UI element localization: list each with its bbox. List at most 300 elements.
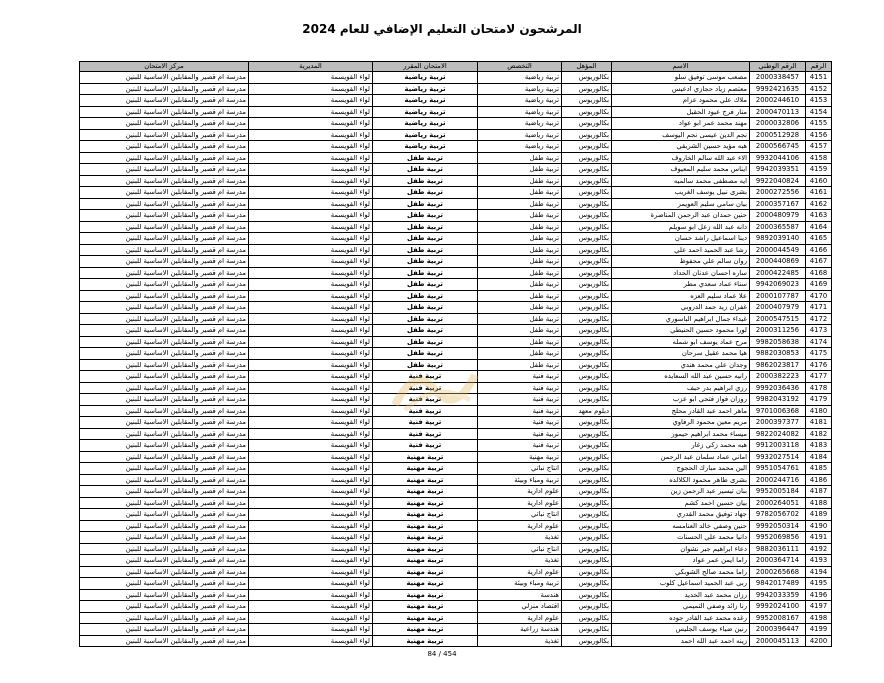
table-row (80, 612, 832, 624)
cell-exam-center: مدرسة ام قصير والمقابلين الاساسية للبنين (80, 325, 249, 337)
cell-specialization: تربية فنية (478, 371, 562, 383)
table-row (80, 497, 832, 509)
cell-exam: تربية مهنية (373, 566, 478, 578)
cell-exam-center: مدرسة ام قصير والمقابلين الاساسية للبنين (80, 164, 249, 176)
cell-directorate: لواء القويسمة (249, 164, 373, 176)
cell-seq: 4200 (806, 635, 832, 647)
cell-specialization: اقتصاد منزلي (478, 601, 562, 613)
cell-exam: تربية رياضية (373, 141, 478, 153)
cell-specialization: علوم ادارية (478, 486, 562, 498)
cell-specialization: تربية فنية (478, 440, 562, 452)
cell-name: مصعب موسى توفيق سلو (612, 72, 750, 84)
cell-national-id: 2000032806 (750, 118, 806, 130)
cell-national-id: 9952005184 (750, 486, 806, 498)
cell-exam: تربية مهنية (373, 635, 478, 647)
cell-qualification: بكالوريوس (562, 635, 612, 647)
cell-seq: 4173 (806, 325, 832, 337)
cell-seq: 4176 (806, 359, 832, 371)
cell-seq: 4156 (806, 129, 832, 141)
cell-specialization: تربية رياضية (478, 141, 562, 153)
table-row (80, 451, 832, 463)
cell-exam-center: مدرسة ام قصير والمقابلين الاساسية للبنين (80, 589, 249, 601)
table-row (80, 543, 832, 555)
cell-exam: تربية فنية (373, 440, 478, 452)
cell-specialization: تربية طفل (478, 221, 562, 233)
cell-seq: 4196 (806, 589, 832, 601)
header-specialization: التخصص (478, 62, 562, 72)
cell-directorate: لواء القويسمة (249, 601, 373, 613)
cell-directorate: لواء القويسمة (249, 532, 373, 544)
cell-seq: 4197 (806, 601, 832, 613)
table-row (80, 152, 832, 164)
cell-name: الين محمد مبارك الحجوج (612, 463, 750, 475)
cell-national-id: 9942069023 (750, 279, 806, 291)
cell-directorate: لواء القويسمة (249, 290, 373, 302)
cell-name: رزان محمد عبد الحديد (612, 589, 750, 601)
cell-national-id: 2000512928 (750, 129, 806, 141)
cell-seq: 4157 (806, 141, 832, 153)
cell-exam-center: مدرسة ام قصير والمقابلين الاساسية للبنين (80, 348, 249, 360)
cell-seq: 4178 (806, 382, 832, 394)
cell-qualification: بكالوريوس (562, 152, 612, 164)
cell-specialization: تربية رياضية (478, 72, 562, 84)
cell-national-id: 9992050314 (750, 520, 806, 532)
table-row (80, 394, 832, 406)
cell-seq: 4152 (806, 83, 832, 95)
cell-exam-center: مدرسة ام قصير والمقابلين الاساسية للبنين (80, 624, 249, 636)
cell-name: رنين ضياء يوسف الجليس (612, 624, 750, 636)
cell-national-id: 2000480979 (750, 210, 806, 222)
cell-name: وجدان علي محمد هندي (612, 359, 750, 371)
cell-exam: تربية مهنية (373, 520, 478, 532)
cell-qualification: بكالوريوس (562, 612, 612, 624)
cell-national-id: 2000338457 (750, 72, 806, 84)
cell-specialization: تربية طفل (478, 290, 562, 302)
cell-exam-center: مدرسة ام قصير والمقابلين الاساسية للبنين (80, 313, 249, 325)
cell-specialization: تربية طفل (478, 233, 562, 245)
cell-specialization: انتاج نباتي (478, 543, 562, 555)
cell-seq: 4183 (806, 440, 832, 452)
cell-directorate: لواء القويسمة (249, 555, 373, 567)
cell-exam: تربية مهنية (373, 543, 478, 555)
cell-name: هبه محمد زكي زغار (612, 440, 750, 452)
cell-exam-center: مدرسة ام قصير والمقابلين الاساسية للبنين (80, 463, 249, 475)
cell-national-id: 9822024082 (750, 428, 806, 440)
cell-exam-center: مدرسة ام قصير والمقابلين الاساسية للبنين (80, 635, 249, 647)
cell-seq: 4192 (806, 543, 832, 555)
cell-exam-center: مدرسة ام قصير والمقابلين الاساسية للبنين (80, 497, 249, 509)
cell-directorate: لواء القويسمة (249, 612, 373, 624)
cell-seq: 4169 (806, 279, 832, 291)
cell-exam: تربية مهنية (373, 589, 478, 601)
table-row (80, 290, 832, 302)
cell-exam: تربية فنية (373, 405, 478, 417)
cell-qualification: بكالوريوس (562, 129, 612, 141)
cell-qualification: بكالوريوس (562, 210, 612, 222)
cell-qualification: بكالوريوس (562, 256, 612, 268)
cell-qualification: بكالوريوس (562, 451, 612, 463)
cell-directorate: لواء القويسمة (249, 497, 373, 509)
cell-exam: تربية طفل (373, 152, 478, 164)
table-row (80, 95, 832, 107)
table-row (80, 187, 832, 199)
cell-exam: تربية مهنية (373, 486, 478, 498)
cell-specialization: تربية رياضية (478, 129, 562, 141)
cell-specialization: تربية طفل (478, 164, 562, 176)
cell-national-id: 9951054761 (750, 463, 806, 475)
cell-name: بيان سامي سليم العويمر (612, 198, 750, 210)
cell-specialization: تغذية (478, 635, 562, 647)
table-row (80, 566, 832, 578)
cell-specialization: تربية فنية (478, 382, 562, 394)
cell-directorate: لواء القويسمة (249, 509, 373, 521)
cell-qualification: بكالوريوس (562, 509, 612, 521)
cell-directorate: لواء القويسمة (249, 187, 373, 199)
cell-exam-center: مدرسة ام قصير والمقابلين الاساسية للبنين (80, 210, 249, 222)
table-header-row (80, 62, 832, 72)
table-row (80, 428, 832, 440)
cell-directorate: لواء القويسمة (249, 520, 373, 532)
cell-directorate: لواء القويسمة (249, 198, 373, 210)
cell-exam-center: مدرسة ام قصير والمقابلين الاساسية للبنين (80, 543, 249, 555)
cell-exam-center: مدرسة ام قصير والمقابلين الاساسية للبنين (80, 394, 249, 406)
cell-exam-center: مدرسة ام قصير والمقابلين الاساسية للبنين (80, 233, 249, 245)
cell-national-id: 2000547515 (750, 313, 806, 325)
cell-exam: تربية طفل (373, 244, 478, 256)
cell-name: ساره احسان عدنان الحداد (612, 267, 750, 279)
cell-qualification: بكالوريوس (562, 175, 612, 187)
cell-exam: تربية مهنية (373, 474, 478, 486)
cell-national-id: 2000365587 (750, 221, 806, 233)
cell-qualification: بكالوريوس (562, 267, 612, 279)
table-row (80, 440, 832, 452)
cell-exam: تربية طفل (373, 210, 478, 222)
cell-specialization: تربية طفل (478, 152, 562, 164)
cell-qualification: بكالوريوس (562, 589, 612, 601)
cell-qualification: بكالوريوس (562, 497, 612, 509)
table-row (80, 221, 832, 233)
cell-qualification: بكالوريوس (562, 221, 612, 233)
cell-seq: 4167 (806, 256, 832, 268)
table-row (80, 336, 832, 348)
cell-national-id: 9942033359 (750, 589, 806, 601)
table-row (80, 141, 832, 153)
table-body (80, 72, 832, 647)
cell-qualification: دبلوم معهد (562, 405, 612, 417)
cell-name: حنين وصفي خالد العنامسه (612, 520, 750, 532)
cell-qualification: بكالوريوس (562, 325, 612, 337)
header-name: الاسم (612, 62, 750, 72)
cell-national-id: 9701006368 (750, 405, 806, 417)
cell-seq: 4160 (806, 175, 832, 187)
cell-directorate: لواء القويسمة (249, 336, 373, 348)
cell-exam-center: مدرسة ام قصير والمقابلين الاساسية للبنين (80, 474, 249, 486)
cell-exam-center: مدرسة ام قصير والمقابلين الاساسية للبنين (80, 72, 249, 84)
cell-exam: تربية طفل (373, 325, 478, 337)
cell-exam: تربية طفل (373, 313, 478, 325)
cell-exam-center: مدرسة ام قصير والمقابلين الاساسية للبنين (80, 141, 249, 153)
cell-qualification: بكالوريوس (562, 164, 612, 176)
cell-specialization: تربية طفل (478, 336, 562, 348)
cell-directorate: لواء القويسمة (249, 221, 373, 233)
cell-specialization: تربية طفل (478, 302, 562, 314)
table-row (80, 279, 832, 291)
page-number: 84 / 454 (427, 650, 457, 658)
cell-seq: 4180 (806, 405, 832, 417)
cell-exam: تربية طفل (373, 221, 478, 233)
header-national-id: الرقم الوطني (750, 62, 806, 72)
cell-exam: تربية طفل (373, 256, 478, 268)
cell-exam-center: مدرسة ام قصير والمقابلين الاساسية للبنين (80, 129, 249, 141)
cell-directorate: لواء القويسمة (249, 474, 373, 486)
cell-name: رغده محمد عبد القادر جوده (612, 612, 750, 624)
cell-specialization: تربية فنية (478, 417, 562, 429)
cell-exam-center: مدرسة ام قصير والمقابلين الاساسية للبنين (80, 532, 249, 544)
table-row (80, 417, 832, 429)
cell-specialization: تربية رياضية (478, 83, 562, 95)
cell-national-id: 2000364714 (750, 555, 806, 567)
cell-directorate: لواء القويسمة (249, 624, 373, 636)
table-row (80, 267, 832, 279)
cell-seq: 4186 (806, 474, 832, 486)
cell-exam-center: مدرسة ام قصير والمقابلين الاساسية للبنين (80, 440, 249, 452)
table-row (80, 532, 832, 544)
cell-exam: تربية رياضية (373, 72, 478, 84)
cell-specialization: تربية طفل (478, 279, 562, 291)
cell-qualification: بكالوريوس (562, 532, 612, 544)
cell-national-id: 9842017489 (750, 578, 806, 590)
cell-directorate: لواء القويسمة (249, 210, 373, 222)
cell-name: معتصم زياد حجازي ادعيس (612, 83, 750, 95)
cell-exam-center: مدرسة ام قصير والمقابلين الاساسية للبنين (80, 359, 249, 371)
candidates-table-wrapper (79, 61, 831, 647)
header-seq: الرقم (806, 62, 832, 72)
cell-exam: تربية مهنية (373, 601, 478, 613)
table-row (80, 463, 832, 475)
cell-national-id: 2000044549 (750, 244, 806, 256)
cell-name: مرح عماد يوسف ابو شمله (612, 336, 750, 348)
cell-directorate: لواء القويسمة (249, 359, 373, 371)
cell-exam: تربية مهنية (373, 555, 478, 567)
cell-national-id: 2000265668 (750, 566, 806, 578)
cell-seq: 4168 (806, 267, 832, 279)
cell-qualification: بكالوريوس (562, 486, 612, 498)
cell-exam: تربية مهنية (373, 624, 478, 636)
cell-directorate: لواء القويسمة (249, 405, 373, 417)
cell-seq: 4170 (806, 290, 832, 302)
cell-directorate: لواء القويسمة (249, 463, 373, 475)
cell-specialization: تربية ومباء وبيئة (478, 578, 562, 590)
cell-national-id: 2000382223 (750, 371, 806, 383)
cell-national-id: 9982043192 (750, 394, 806, 406)
cell-exam: تربية طفل (373, 175, 478, 187)
cell-national-id: 2000272556 (750, 187, 806, 199)
cell-qualification: بكالوريوس (562, 244, 612, 256)
cell-exam-center: مدرسة ام قصير والمقابلين الاساسية للبنين (80, 555, 249, 567)
cell-seq: 4153 (806, 95, 832, 107)
cell-seq: 4189 (806, 509, 832, 521)
page-title: المرشحون لامتحان التعليم الإضافي للعام 2024 (302, 22, 582, 36)
cell-seq: 4179 (806, 394, 832, 406)
table-row (80, 175, 832, 187)
cell-exam-center: مدرسة ام قصير والمقابلين الاساسية للبنين (80, 578, 249, 590)
table-row (80, 474, 832, 486)
cell-name: بشرى طاهر محمود الكلالده (612, 474, 750, 486)
cell-exam-center: مدرسة ام قصير والمقابلين الاساسية للبنين (80, 198, 249, 210)
cell-qualification: بكالوريوس (562, 428, 612, 440)
cell-directorate: لواء القويسمة (249, 348, 373, 360)
cell-specialization: علوم ادارية (478, 612, 562, 624)
cell-exam-center: مدرسة ام قصير والمقابلين الاساسية للبنين (80, 118, 249, 130)
cell-exam: تربية مهنية (373, 451, 478, 463)
cell-exam: تربية رياضية (373, 83, 478, 95)
cell-exam-center: مدرسة ام قصير والمقابلين الاساسية للبنين (80, 509, 249, 521)
cell-exam: تربية مهنية (373, 612, 478, 624)
cell-directorate: لواء القويسمة (249, 141, 373, 153)
cell-name: غيداء جمال ابراهيم الباسوري (612, 313, 750, 325)
cell-qualification: بكالوريوس (562, 520, 612, 532)
cell-national-id: 9862023817 (750, 359, 806, 371)
cell-qualification: بكالوريوس (562, 72, 612, 84)
cell-name: جهاد توفيق محمد القدري (612, 509, 750, 521)
cell-exam-center: مدرسة ام قصير والمقابلين الاساسية للبنين (80, 451, 249, 463)
cell-exam: تربية رياضية (373, 95, 478, 107)
cell-specialization: تربية فنية (478, 428, 562, 440)
cell-directorate: لواء القويسمة (249, 313, 373, 325)
cell-qualification: بكالوريوس (562, 417, 612, 429)
table-row (80, 164, 832, 176)
cell-specialization: تربية رياضية (478, 118, 562, 130)
cell-specialization: تربية طفل (478, 175, 562, 187)
cell-seq: 4155 (806, 118, 832, 130)
cell-seq: 4158 (806, 152, 832, 164)
cell-national-id: 9882030853 (750, 348, 806, 360)
cell-exam-center: مدرسة ام قصير والمقابلين الاساسية للبنين (80, 95, 249, 107)
cell-name: لورا محمود حسين الحنيطي (612, 325, 750, 337)
cell-specialization: تربية طفل (478, 348, 562, 360)
cell-seq: 4182 (806, 428, 832, 440)
table-row (80, 129, 832, 141)
cell-specialization: هندسة زراعية (478, 624, 562, 636)
cell-qualification: بكالوريوس (562, 313, 612, 325)
table-row (80, 371, 832, 383)
candidates-table (79, 61, 832, 647)
cell-qualification: بكالوريوس (562, 95, 612, 107)
cell-specialization: تربية طفل (478, 210, 562, 222)
cell-national-id: 2000244716 (750, 474, 806, 486)
cell-national-id: 2000107787 (750, 290, 806, 302)
cell-specialization: تربية طفل (478, 198, 562, 210)
cell-name: ربى عبد الحميد اسماعيل كلوب (612, 578, 750, 590)
cell-name: اماني عماد سلمان عبد الرحمن (612, 451, 750, 463)
cell-name: غفران زيد حمد الدروبي (612, 302, 750, 314)
cell-exam-center: مدرسة ام قصير والمقابلين الاساسية للبنين (80, 267, 249, 279)
cell-specialization: تربية طفل (478, 244, 562, 256)
cell-exam: تربية مهنية (373, 578, 478, 590)
cell-qualification: بكالوريوس (562, 336, 612, 348)
cell-name: مهند محمد عمر ابو عواد (612, 118, 750, 130)
cell-seq: 4198 (806, 612, 832, 624)
cell-qualification: بكالوريوس (562, 106, 612, 118)
cell-specialization: تربية طفل (478, 267, 562, 279)
cell-seq: 4188 (806, 497, 832, 509)
cell-name: رانيه حسين عبد الله السعايده (612, 371, 750, 383)
cell-exam-center: مدرسة ام قصير والمقابلين الاساسية للبنين (80, 520, 249, 532)
cell-qualification: بكالوريوس (562, 463, 612, 475)
cell-exam: تربية فنية (373, 371, 478, 383)
cell-seq: 4159 (806, 164, 832, 176)
cell-exam-center: مدرسة ام قصير والمقابلين الاساسية للبنين (80, 256, 249, 268)
cell-specialization: علوم ادارية (478, 566, 562, 578)
cell-name: هبه مؤيد حسين الشريقي (612, 141, 750, 153)
cell-exam: تربية مهنية (373, 509, 478, 521)
cell-directorate: لواء القويسمة (249, 566, 373, 578)
cell-national-id: 2000396447 (750, 624, 806, 636)
cell-specialization: تربية طفل (478, 359, 562, 371)
header-exam: الامتحان المقرر (373, 62, 478, 72)
cell-national-id: 9912003118 (750, 440, 806, 452)
cell-national-id: 9992024100 (750, 601, 806, 613)
cell-national-id: 9932044106 (750, 152, 806, 164)
cell-directorate: لواء القويسمة (249, 83, 373, 95)
cell-seq: 4154 (806, 106, 832, 118)
header-exam-center: مركز الامتحان (80, 62, 249, 72)
cell-exam: تربية فنية (373, 394, 478, 406)
table-row (80, 601, 832, 613)
cell-exam: تربية فنية (373, 382, 478, 394)
cell-specialization: تربية فنية (478, 394, 562, 406)
cell-name: بنان تيسير عبد الرحمن زين (612, 486, 750, 498)
cell-exam-center: مدرسة ام قصير والمقابلين الاساسية للبنين (80, 106, 249, 118)
cell-national-id: 9882036111 (750, 543, 806, 555)
cell-qualification: بكالوريوس (562, 302, 612, 314)
cell-national-id: 2000311256 (750, 325, 806, 337)
cell-qualification: بكالوريوس (562, 348, 612, 360)
cell-exam: تربية طفل (373, 198, 478, 210)
table-row (80, 325, 832, 337)
cell-directorate: لواء القويسمة (249, 302, 373, 314)
cell-exam-center: مدرسة ام قصير والمقابلين الاساسية للبنين (80, 83, 249, 95)
cell-national-id: 2000407979 (750, 302, 806, 314)
cell-name: رنا زائد وصفي التميمي (612, 601, 750, 613)
cell-name: روزان فواز فتحي ابو عزب (612, 394, 750, 406)
table-row (80, 106, 832, 118)
cell-directorate: لواء القويسمة (249, 95, 373, 107)
cell-seq: 4190 (806, 520, 832, 532)
cell-national-id: 2000566745 (750, 141, 806, 153)
cell-name: بشرى نبيل يوسف الغريب (612, 187, 750, 199)
cell-specialization: تربية طفل (478, 187, 562, 199)
cell-directorate: لواء القويسمة (249, 394, 373, 406)
cell-exam: تربية رياضية (373, 129, 478, 141)
cell-qualification: بكالوريوس (562, 279, 612, 291)
cell-seq: 4161 (806, 187, 832, 199)
cell-qualification: بكالوريوس (562, 198, 612, 210)
cell-name: روان سالم علي محفوظ (612, 256, 750, 268)
cell-national-id: 9922040824 (750, 175, 806, 187)
cell-name: ايه مصطفى محمد سالميه (612, 175, 750, 187)
cell-qualification: بكالوريوس (562, 578, 612, 590)
cell-seq: 4151 (806, 72, 832, 84)
cell-name: بيان حسين احمد كشم (612, 497, 750, 509)
cell-seq: 4199 (806, 624, 832, 636)
cell-specialization: انتاج نباتي (478, 509, 562, 521)
cell-specialization: علوم ادارية (478, 520, 562, 532)
cell-exam-center: مدرسة ام قصير والمقابلين الاساسية للبنين (80, 382, 249, 394)
cell-directorate: لواء القويسمة (249, 543, 373, 555)
table-row (80, 233, 832, 245)
cell-exam: تربية طفل (373, 267, 478, 279)
